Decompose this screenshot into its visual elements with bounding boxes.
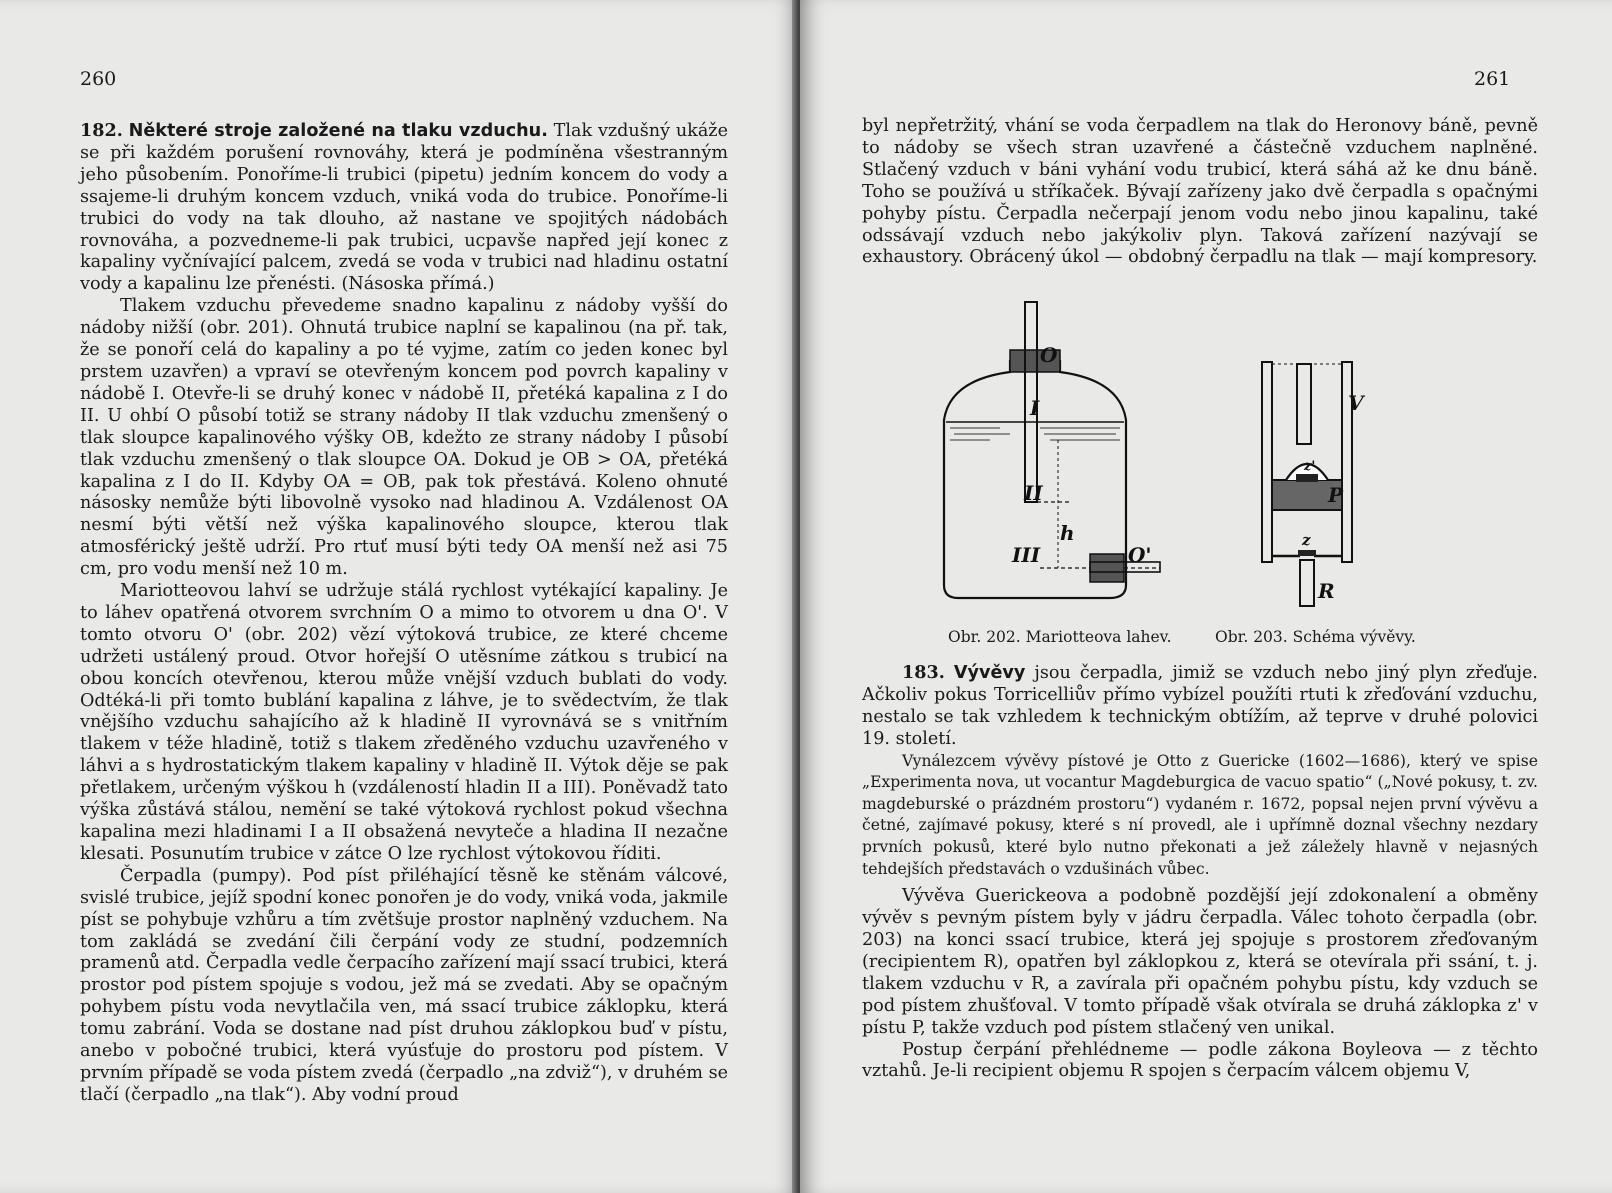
figure-label-r: R	[1318, 579, 1335, 603]
paragraph: Mariotteovou lahví se udržuje stálá rychlost vytékající kapaliny. Je to láhev opatřená otvorem svrchním O a mimo to otvorem u dna O'. V tomto otvoru O' (obr. 202) vězí výtoková trubice, ze které chceme udržeti ustálený proud. Otvor hořejší O utěsníme zátkou s trubicí na obou koncích otevřenou, kterou může vnější vzduch bublati do vody. Odtéká-li při tomto bublání kapalina z láhve, je to svědectvím, že tlak vnějšího vzduchu sahajícího až k hladině II vyrovnává se s vnitřním tlakem v téže hladině, totiž s tlakem zředěného vzduchu uzavřeného v láhvi a s hydrostatickým tlakem kapaliny v hladině II. Výtok děje se pak přetlakem, určeným výškou h (vzdáleností hladin II a III). Poněvadž tato výška zůstává stálou, nemění se také výtoková rychlost pokud všechna kapalina mezi hladinami I a II obsažená nevyteče a hladina II nezačne klesati. Posunutím trubice v zátce O lze rychlost výtokovou říditi.	[80, 581, 728, 864]
right-section-text	[862, 662, 1538, 1083]
figure-air-pump	[1252, 360, 1372, 610]
paragraph: Tlakem vzduchu převedeme snadno kapalinu z nádoby vyšší do nádoby nižší (obr. 201). Ohnutá trubice naplní se kapalinou (na př. tak, že se ponoří celá do kapaliny a po té vyjme, zatím co jeden konec byl prstem uzavřen) a vpraví se otevřeným koncem pod povrch kapaliny v nádobě I. Otevře-li se druhý konec v nádobě II, přetéká kapalina z I do II. U ohbí O působí totiž se strany nádoby II tlak vzduchu zmenšený o tlak sloupce kapalinového výšky OB, kdežto ze strany nádoby I působí tlak vzduchu zmenšený o tlak sloupce OA. Dokud je OB > OA, přetéká kapalina z I do II. Kdyby OA = OB, pak tok přestává. Koleno ohnuté násosky nemůže býti libovolně vysoko nad hladinou A. Vzdálenost OA nesmí býti větší než výška kapalinového sloupce, kterou tlak atmosférický ještě udrží. Pro rtuť musí býti tedy OA menší než asi 75 cm, pro vodu menší než 10 m.	[80, 296, 728, 580]
page-number: 260	[80, 68, 117, 90]
page-number: 261	[1474, 68, 1511, 90]
left-body-text	[80, 120, 728, 1107]
paragraph	[862, 662, 1538, 751]
figure-label-ii: II	[1024, 481, 1043, 505]
paragraph-text: Tlak vzdušný ukáže se při každém porušení rovnováhy, která je podmíněna všestranným jeho působením. Ponoříme-li trubici (pipetu) jedním koncem do vody a ssajeme-li druhým koncem vzduch, vniká voda do trubice. Ponoříme-li trubici do vody na tak dlouho, až nastane ve spojitých nádobách rovnováha, a pozvedneme-li pak trubici, ucpavše napřed její konec z kapaliny vyčnívající palcem, zvedá se voda v trubici nad hladinu ostatní vody a kapalinu lze přenésti. (Násoska přímá.)	[80, 121, 728, 295]
paragraph-text: jsou čerpadla, jimiž se vzduch nebo jiný plyn zřeďuje. Ačkoliv pokus Torricelliův přímo vybízel použíti rtuti k zřeďování vzduchu, nestalo se tak vzhledem k technickým obtížím, až teprve v druhé polovici 19. století.	[862, 663, 1539, 749]
figure-label-p: P	[1328, 483, 1344, 507]
small-print-paragraph: Vynálezcem vývěvy pístové je Otto z Guericke (1602—1686), který ve spise „Experimenta nova, ut vocantur Magdeburgica de vacuo spatio“ („Nové pokusy, t. zv. magdeburské o prázdném prostoru“) vydaném r. 1672, popsal nejen první vývěvu a četné, zajímavé pokusy, které s ní provedl, ale i upřímně doznal všechny nezdary prvních pokusů, které bylo nutno překonati a jež záležely hlavně v nejasných tehdejších představách o vzdušinách vůbec.	[862, 751, 1538, 878]
figure-label-iii: III	[1012, 543, 1041, 567]
figure-mariotte-bottle	[940, 300, 1170, 610]
figure-label-i: I	[1030, 396, 1040, 420]
right-page	[800, 0, 1612, 1193]
section-number: 183.	[902, 662, 945, 683]
figure-label-z-prime: z'	[1304, 459, 1316, 474]
paragraph	[80, 120, 728, 296]
figure-label-h: h	[1060, 521, 1075, 545]
section-heading: Vývěvy	[953, 663, 1026, 683]
figure-label-o: O	[1040, 343, 1058, 367]
figure-caption: Obr. 202. Mariotteova lahev.	[948, 628, 1172, 646]
paragraph: Vývěva Guerickeova a podobně pozdější její zdokonalení a obměny vývěv s pevným pístem byly v jádru čerpadla. Válec tohoto čerpadla (obr. 203) na konci ssací trubice, která jej spojuje s prostorem zřeďovaným (recipientem R), opatřen byl záklopkou z, která se otevírala při ssání, t. j. tlakem vzduchu v R, a zavírala při opačném pohybu pístu, kdy vzduch se pod pístem zhušťoval. V tomto případě však otvírala se druhá záklopka z' v pístu P, takže vzduch pod pístem stlačený ven unikal.	[862, 886, 1538, 1038]
figure-label-v: V	[1348, 391, 1364, 415]
section-number: 182.	[80, 120, 123, 141]
paragraph: Čerpadla (pumpy). Pod píst přiléhající těsně ke stěnám válcové, svislé trubice, jejíž spodní konec ponořen je do vody, vniká voda, jakmile píst se pohybuje vzhůru a tím zvětšuje prostor naplněný vzduchem. Na tom zakládá se zvedání čili čerpání vody ze studní, podzemních pramenů atd. Čerpadla vedle čerpacího zařízení mají ssací trubici, která prostor pod pístem spojuje s vodou, jež má se zvedati. Aby se opačným pohybem pístu voda nevytlačila ven, má ssací trubice záklopku, která tomu zabrání. Voda se dostane nad píst druhou záklopkou buď v pístu, anebo v pobočné trubici, která vyúsťuje do prostoru pod pístem. V prvním případě se voda pístem zvedá (čerpadlo „na zdviž“), v druhém se tlačí (čerpadlo „na tlak“). Aby vodní proud	[80, 865, 729, 1105]
figure-label-z: z	[1302, 531, 1311, 549]
left-page	[0, 0, 800, 1193]
right-top-text: byl nepřetržitý, vhání se voda čerpadlem na tlak do Heronovy báně, pevně to nádoby se všech stran uzavřené a částečně vzduchem naplněné. Stlačený vzduch v báni vyhání vodu trubicí, která sáhá až ke dnu báně. Toho se používá u stříkaček. Bývají zařízeny jako dvě čerpadla s opačnými pohyby pístu. Čerpadla nečerpají jenom vodu nebo jinou kapalinu, také odssávají vzduch nebo jakýkoliv plyn. Taková zařízení nazývají se exhaustory. Obrácený úkol — obdobný čerpadlu na tlak — mají kompresory.	[862, 116, 1538, 268]
figure-label-o-prime: O'	[1128, 543, 1152, 567]
figure-caption: Obr. 203. Schéma vývěvy.	[1215, 628, 1416, 646]
paragraph: Postup čerpání přehlédneme — podle zákona Boyleova — z těchto vztahů. Je-li recipient objemu R spojen s čerpacím válcem objemu V,	[862, 1039, 1538, 1082]
section-heading: Některé stroje založené na tlaku vzduchu.	[128, 121, 548, 141]
